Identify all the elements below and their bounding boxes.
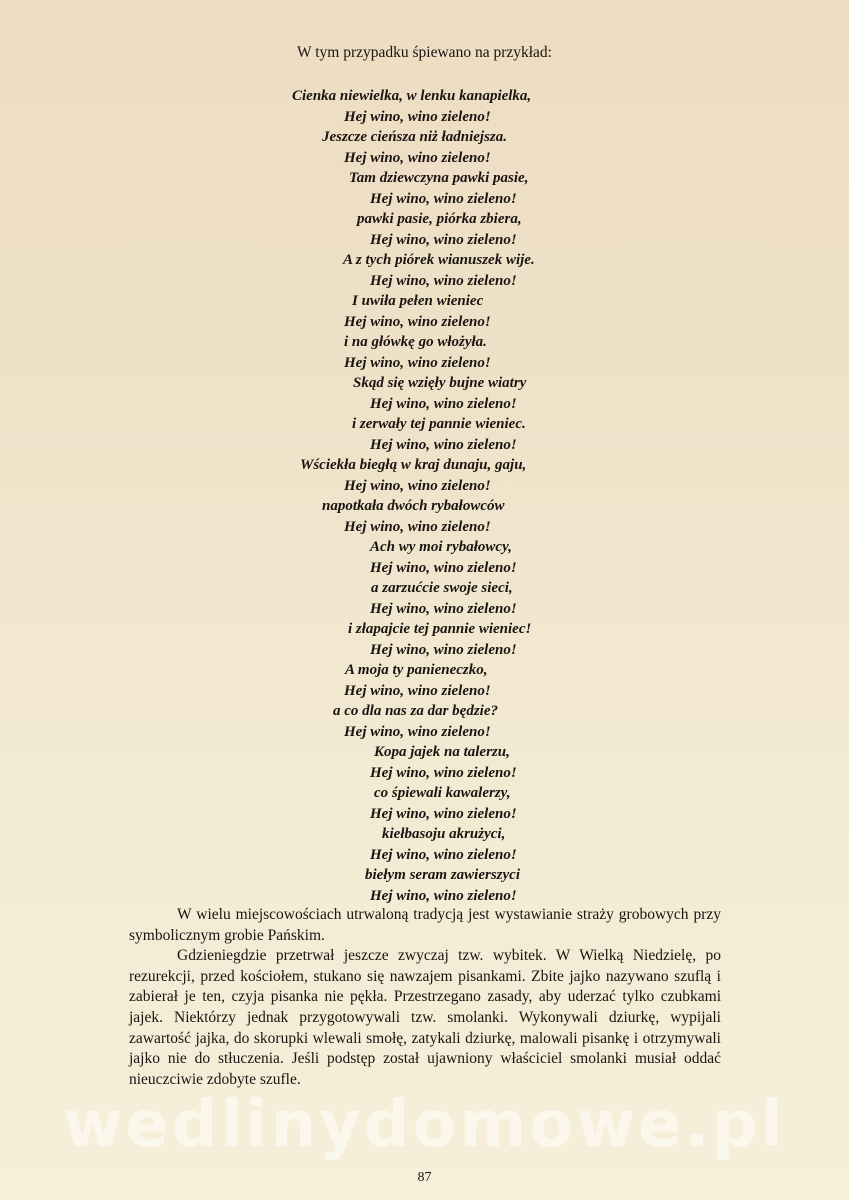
song-line: Hej wino, wino zieleno! [370, 887, 517, 904]
intro-line: W tym przypadku śpiewano na przykład: [297, 44, 552, 61]
song-line: Hej wino, wino zieleno! [370, 231, 517, 248]
song-line: Cienka niewielka, w lenku kanapielka, [292, 88, 532, 104]
song-line: Hej wino, wino zieleno! [344, 723, 491, 740]
song-line: Hej wino, wino zieleno! [344, 149, 491, 166]
song-line: Hej wino, wino zieleno! [370, 764, 517, 781]
song-line: i zerwały tej pannie wieniec. [352, 416, 526, 432]
song-line: napotkała dwóch rybałowców [322, 498, 505, 514]
song-line: Hej wino, wino zieleno! [370, 395, 517, 412]
watermark: wedlinydomowe.pl [63, 1088, 786, 1162]
song-line: a co dla nas za dar będzie? [333, 703, 498, 719]
song-line: i na główkę go włożyła. [344, 334, 487, 350]
page-number: 87 [417, 1170, 432, 1185]
song-line: Hej wino, wino zieleno! [344, 518, 491, 535]
song-line: Hej wino, wino zieleno! [344, 108, 491, 125]
song-line: Hej wino, wino zieleno! [370, 641, 517, 658]
song-line: A z tych piórek wianuszek wije. [343, 252, 535, 268]
song-line: Wściekła biegłą w kraj dunaju, gaju, [300, 457, 527, 473]
song-line: Hej wino, wino zieleno! [370, 190, 517, 207]
song-line: Kopa jajek na talerzu, [374, 744, 510, 760]
song-line: a zarzućcie swoje sieci, [371, 580, 513, 596]
song-line: Skąd się wzięły bujne wiatry [353, 375, 527, 391]
song-line: Hej wino, wino zieleno! [370, 600, 517, 617]
song-line: Hej wino, wino zieleno! [344, 313, 491, 330]
song-line: co śpiewali kawalerzy, [374, 785, 511, 801]
song-line: Hej wino, wino zieleno! [344, 682, 491, 699]
song-line: Hej wino, wino zieleno! [344, 354, 491, 371]
song-line: i złapajcie tej pannie wieniec! [348, 621, 532, 637]
body-text [129, 905, 721, 1090]
song-line: Hej wino, wino zieleno! [344, 477, 491, 494]
paragraph: W wielu miejscowościach utrwaloną tradycją jest wystawianie straży grobowych przy symbolicznym grobie Pańskim. [129, 906, 721, 944]
song-line: I uwiła pełen wieniec [352, 293, 484, 309]
song-line: Hej wino, wino zieleno! [370, 559, 517, 576]
song-line: biełym seram zawierszyci [365, 867, 520, 883]
paragraph: Gdzieniegdzie przetrwał jeszcze zwyczaj tzw. wybitek. W Wielką Niedzielę, po rezurekcji, przed kościołem, stukano się nawzajem pisankami. Zbite jajko nazywano szuflą i zabierał je ten, czyja pisanka nie pękła. Przestrzegano zasady, aby uderzać tylko czubkami jajek. Niektórzy jednak przygotowywali tzw. smolanki. Wykonywali dziurkę, wypijali zawartość jajka, do skorupki wlewali smołę, zatykali dziurkę, malowali pisankę i otrzymywali jajko nie do stłuczenia. Jeśli podstęp został ujawniony właściciel smolanki musiał oddać nieuczciwie zdobyte szufle. [129, 947, 721, 1088]
song-line: Tam dziewczyna pawki pasie, [349, 170, 529, 186]
song-line: Hej wino, wino zieleno! [370, 436, 517, 453]
song-line: kiełbasoju akrużyci, [382, 826, 506, 842]
song-line: Jeszcze cieńsza niż ładniejsza. [322, 129, 508, 145]
song-line: Ach wy moi rybałowcy, [370, 539, 512, 555]
song-line: A moja ty panieneczko, [345, 662, 488, 678]
song-line: Hej wino, wino zieleno! [370, 272, 517, 289]
song-line: pawki pasie, piórka zbiera, [357, 211, 522, 227]
song-line: Hej wino, wino zieleno! [370, 846, 517, 863]
song-line: Hej wino, wino zieleno! [370, 805, 517, 822]
